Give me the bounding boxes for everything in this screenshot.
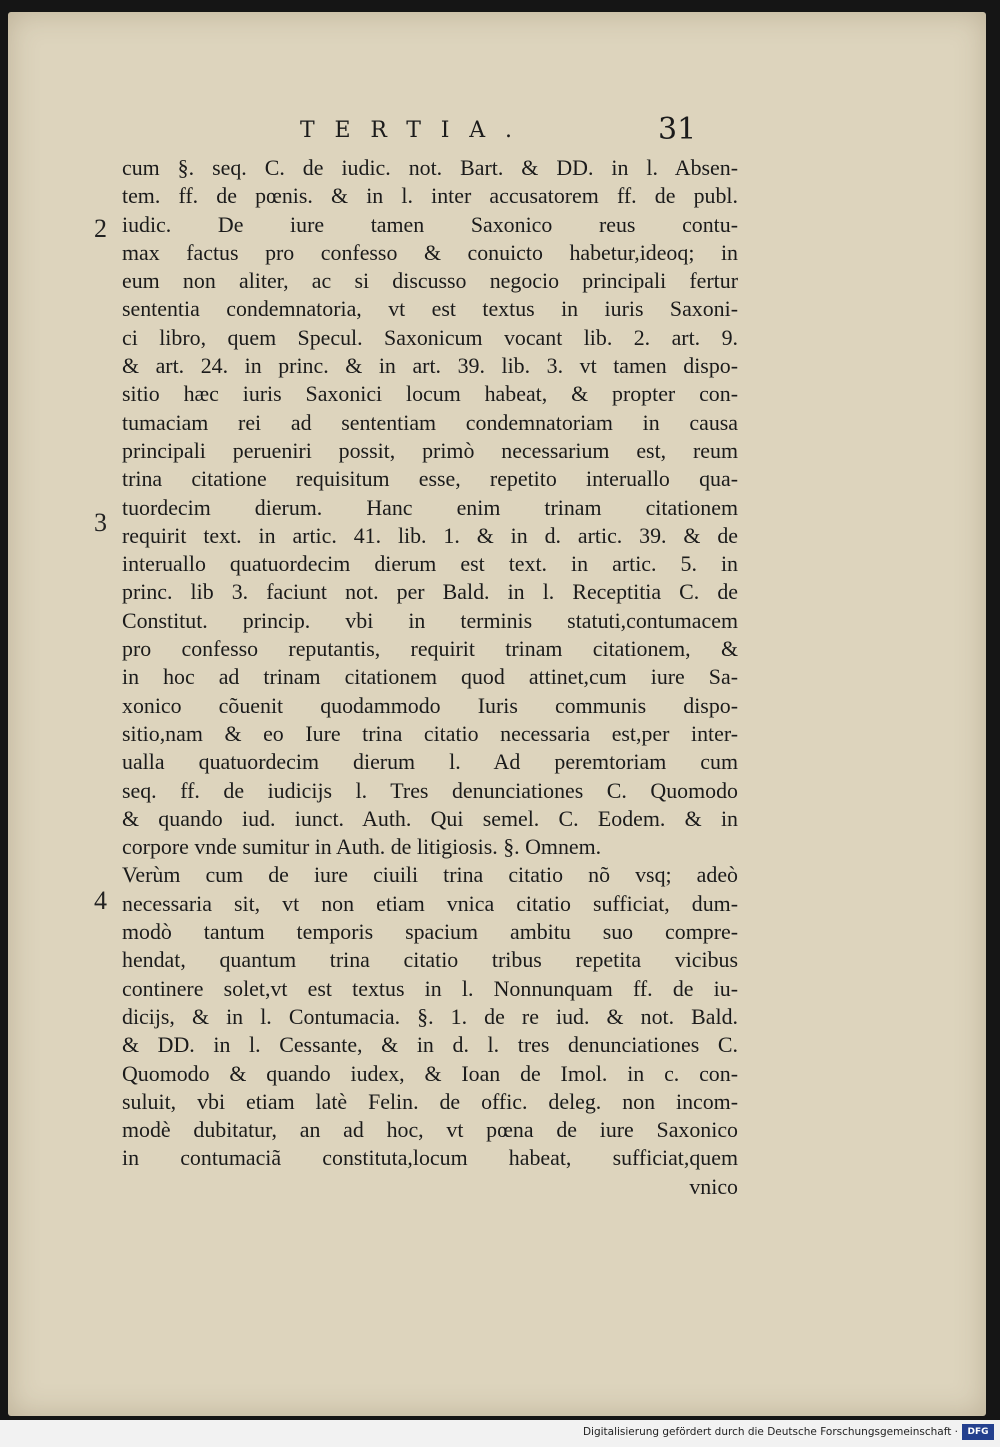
text-line: sitio,nam & eo Iure trina citatio necessaria est,per inter- xyxy=(122,720,738,746)
text-line: trina citatione requisitum esse, repetito interuallo qua- xyxy=(122,466,738,492)
text-line: continere solet,vt est textus in l. Nonnunquam ff. de iu- xyxy=(122,975,738,1001)
text-line: Constitut. princip. vbi in terminis statuti,contumacem xyxy=(122,607,738,633)
text-line: hendat, quantum trina citatio tribus repetita vicibus xyxy=(122,947,738,973)
text-line: seq. ff. de iudicijs l. Tres denunciationes C. Quomodo xyxy=(122,777,738,803)
text-line: principali perueniri possit, primò necessarium est, reum xyxy=(122,437,738,463)
dfg-logo: DFG xyxy=(962,1424,994,1440)
text-line: tem. ff. de pœnis. & in l. inter accusatorem ff. de publ. xyxy=(122,183,738,209)
text-line: tuordecim dierum. Hanc enim trinam citationem xyxy=(122,494,738,520)
text-line: tumaciam rei ad sententiam condemnatoriam in causa xyxy=(122,409,738,435)
footer-bar xyxy=(0,1420,1000,1447)
text-line: xonico cõuenit quodammodo Iuris communis dispo- xyxy=(122,692,738,718)
text-line: suluit, vbi etiam latè Felin. de offic. deleg. non incom- xyxy=(122,1088,738,1114)
page-number: 31 xyxy=(658,112,697,147)
margin-number-4: 4 xyxy=(94,886,107,915)
text-line: pro confesso reputantis, requirit trinam citationem, & xyxy=(122,636,738,662)
text-line: in hoc ad trinam citationem quod attinet,cum iure Sa- xyxy=(122,664,738,690)
text-line: & quando iud. iunct. Auth. Qui semel. C. Eodem. & in xyxy=(122,805,738,831)
body-text xyxy=(122,154,738,1201)
text-line: & DD. in l. Cessante, & in d. l. tres denunciationes C. xyxy=(122,1032,738,1058)
text-line: requirit text. in artic. 41. lib. 1. & in d. artic. 39. & de xyxy=(122,522,738,548)
running-head: TERTIA. xyxy=(300,118,532,143)
text-line: ualla quatuordecim dierum l. Ad peremtoriam cum xyxy=(122,749,738,775)
text-line: dicijs, & in l. Contumacia. §. 1. de re iud. & not. Bald. xyxy=(122,1003,738,1029)
margin-number-2: 2 xyxy=(94,214,107,243)
text-line: modò tantum temporis spacium ambitu suo compre- xyxy=(122,919,738,945)
text-line: sententia condemnatoria, vt est textus in iuris Saxoni- xyxy=(122,296,738,322)
text-line: & art. 24. in princ. & in art. 39. lib. 3. vt tamen dispo- xyxy=(122,353,738,379)
text-line: corpore vnde sumitur in Auth. de litigiosis. §. Omnem. xyxy=(122,834,602,860)
text-line: sitio hæc iuris Saxonici locum habeat, & propter con- xyxy=(122,381,738,407)
footer-credit: Digitalisierung gefördert durch die Deutsche Forschungsgemeinschaft · xyxy=(582,1426,958,1438)
margin-number-3: 3 xyxy=(94,508,107,537)
text-line: in contumaciã constituta,locum habeat, sufficiat,quem xyxy=(122,1145,738,1171)
text-line: Quomodo & quando iudex, & Ioan de Imol. in c. con- xyxy=(122,1060,738,1086)
text-line: princ. lib 3. faciunt not. per Bald. in l. Receptitia C. de xyxy=(122,579,738,605)
text-line: necessaria sit, vt non etiam vnica citatio sufficiat, dum- xyxy=(122,890,738,916)
text-line: modè dubitatur, an ad hoc, vt pœna de iure Saxonico xyxy=(122,1117,738,1143)
text-line: Verùm cum de iure ciuili trina citatio nõ vsq; adeò xyxy=(122,862,738,888)
text-line: interuallo quatuordecim dierum est text. in artic. 5. in xyxy=(122,551,738,577)
text-line: eum non aliter, ac si discusso negocio principali fertur xyxy=(122,268,738,294)
text-line: cum §. seq. C. de iudic. not. Bart. & DD. in l. Absen- xyxy=(122,155,738,180)
text-line: ci libro, quem Specul. Saxonicum vocant lib. 2. art. 9. xyxy=(122,324,738,350)
text-line: iudic. De iure tamen Saxonico reus contu- xyxy=(122,211,738,237)
text-line: vnico xyxy=(689,1173,738,1199)
text-line: max factus pro confesso & conuicto habetur,ideoq; in xyxy=(122,239,738,265)
